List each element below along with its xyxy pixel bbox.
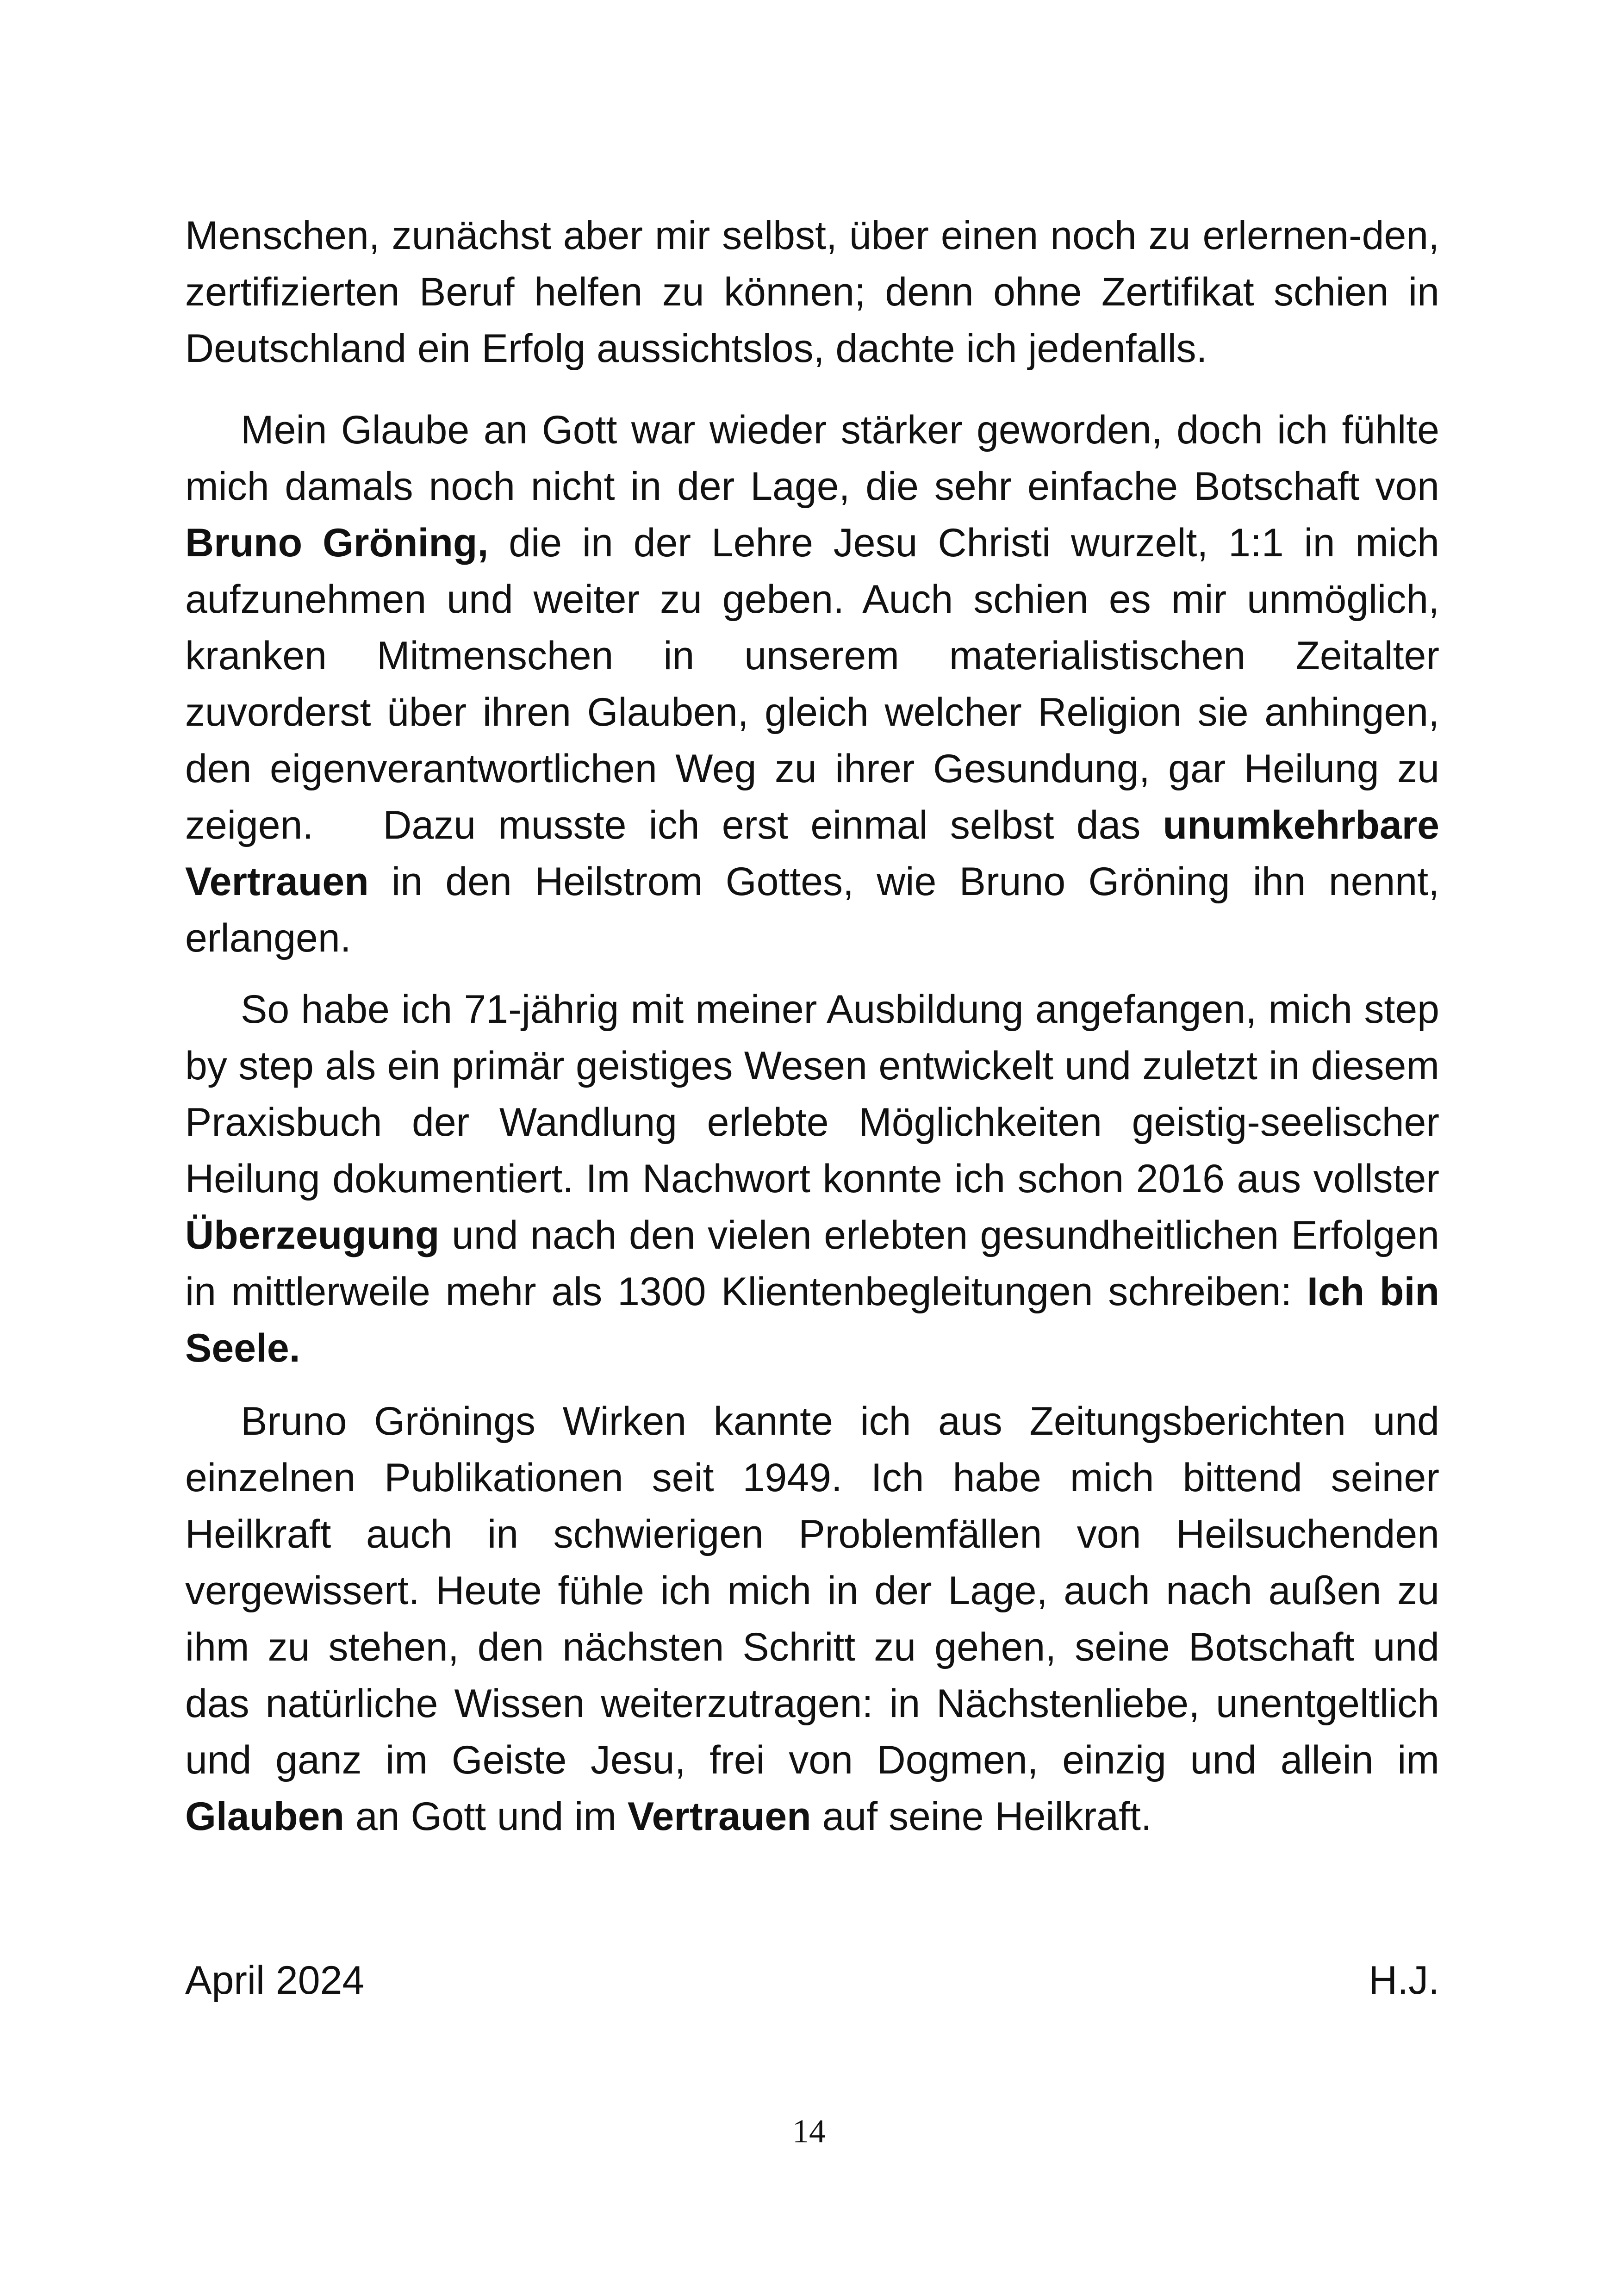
- paragraph-4-text: [185, 1393, 1439, 1845]
- paragraph-3-segment: und nach den vielen erlebten gesundheitlichen Erfolgen in mittlerweile mehr als 1300 Klientenbegleitungen schreiben:: [185, 1213, 1439, 1314]
- bold-glauben: Glauben: [185, 1794, 345, 1839]
- bold-ich-bin-seele: Ich bin Seele.: [185, 1269, 1440, 1370]
- paragraph-3-segment: So habe ich 71-jährig mit meiner Ausbildung angefangen, mich step by step als ein primär geistiges Wesen entwickelt und zuletzt in diesem Praxisbuch der Wandlung erlebte Möglichkeiten geistig-seelischer Heilung dokumentiert. Im Nachwort konnte ich schon 2016 aus vollster: [185, 987, 1439, 1201]
- paragraph-1: [185, 207, 1439, 377]
- paragraph-3: [185, 981, 1439, 1376]
- paragraph-4-segment: auf seine Heilkraft.: [811, 1794, 1152, 1839]
- paragraph-2-text: [185, 402, 1439, 966]
- paragraph-1-text: Menschen, zunächst aber mir selbst, über einen noch zu erlernen-den, zertifizierten Beruf helfen zu können; denn ohne Zertifikat schien in Deutschland ein Erfolg aussichtslos, dachte ich jedenfalls.: [185, 213, 1439, 371]
- paragraph-4: [185, 1393, 1439, 1845]
- paragraph-4-segment: Bruno Grönings Wirken kannte ich aus Zeitungsberichten und einzelnen Publikationen seit 1949. Ich habe mich bittend seiner Heilkraft auch in schwierigen Problemfällen von Heilsuchenden vergewissert. Heute fühle ich mich in der Lage, auch nach außen zu ihm zu stehen, den nächsten Schritt zu gehen, seine Botschaft und das natürliche Wissen weiterzutragen: in Nächstenliebe, unentgeltlich und ganz im Geiste Jesu, frei von Dogmen, einzig und allein im: [185, 1399, 1439, 1782]
- author-initials: H.J.: [1369, 1958, 1439, 2003]
- bold-vertrauen: Vertrauen: [627, 1794, 811, 1839]
- paragraph-2-segment: in den Heilstrom Gottes, wie Bruno Gröning ihn nennt, erlangen.: [185, 859, 1439, 960]
- bold-name-bruno-groening: Bruno Gröning,: [185, 521, 489, 565]
- bold-unumkehrbare-vertrauen: unumkehrbare Vertrauen: [185, 803, 1439, 904]
- paragraph-2-segment: Dazu musste ich erst einmal selbst das: [383, 803, 1163, 847]
- bold-ueberzeugung: Überzeugung: [185, 1213, 440, 1257]
- closing-date: April 2024: [185, 1958, 365, 2003]
- paragraph-3-text: [185, 981, 1439, 1376]
- paragraph-2-segment: Mein Glaube an Gott war wieder stärker geworden, doch ich fühlte mich damals noch nicht in der Lage, die sehr einfache Botschaft von: [185, 408, 1439, 509]
- paragraph-2-segment: die in der Lehre Jesu Christi wurzelt, 1:1 in mich aufzunehmen und weiter zu geben. Auch schien es mir unmöglich, kranken Mitmenschen in unserem materialistischen Zeitalter zuvorderst über ihren Glauben, gleich welcher Religion sie anhingen, den eigenverantwortlichen Weg zu ihrer Gesundung, gar Heilung zu zeigen.: [185, 521, 1440, 847]
- page-number: 14: [792, 2113, 826, 2150]
- paragraph-4-segment: an Gott und im: [344, 1794, 628, 1839]
- paragraph-2: [185, 402, 1439, 966]
